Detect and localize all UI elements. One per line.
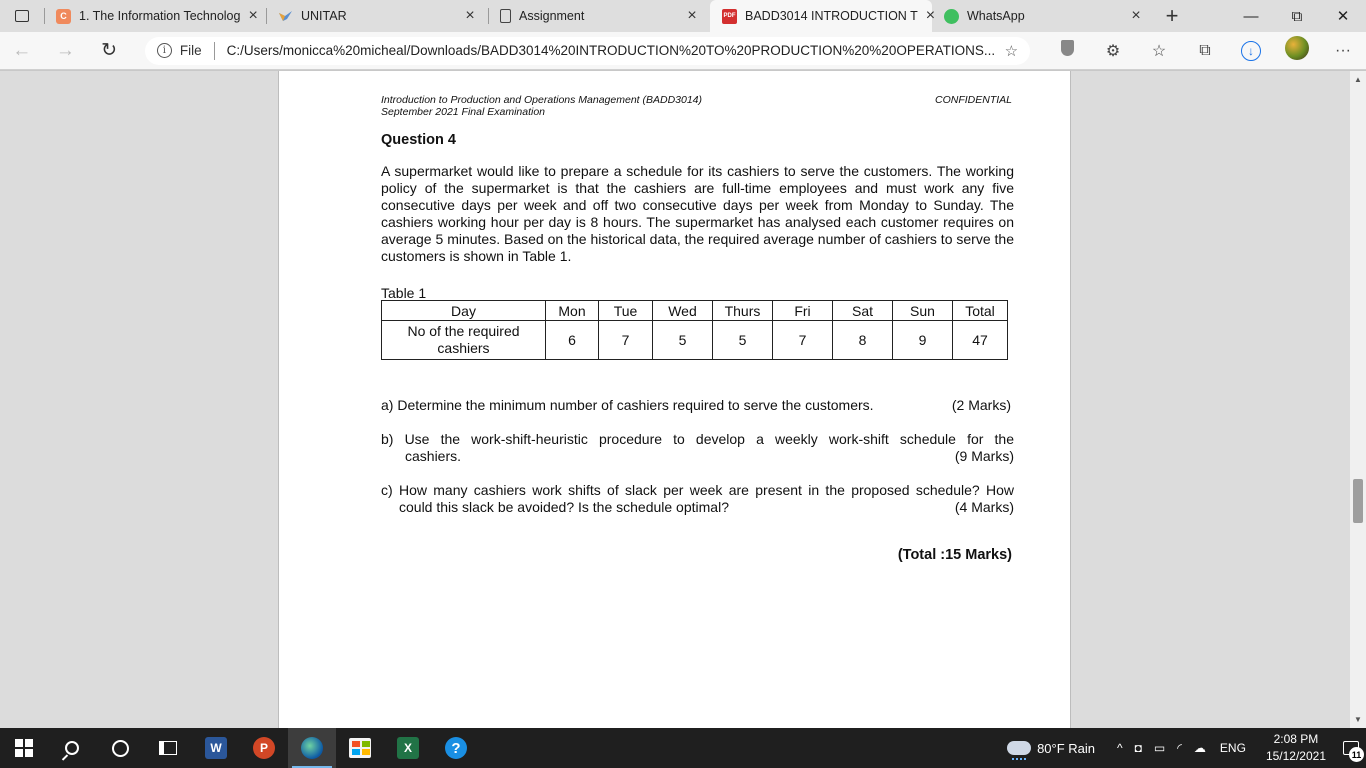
close-icon[interactable]: × xyxy=(1131,7,1141,24)
edge-app[interactable] xyxy=(288,728,336,768)
tab-title: WhatsApp xyxy=(967,9,1025,23)
close-icon[interactable]: × xyxy=(925,7,936,24)
windows-logo-icon xyxy=(15,739,33,757)
part-c xyxy=(381,482,1014,516)
get-help-app[interactable] xyxy=(432,728,480,768)
cortana-button[interactable] xyxy=(96,728,144,768)
row-label-line: cashiers xyxy=(437,340,490,356)
tab-title: Assignment xyxy=(519,9,585,23)
part-a xyxy=(381,397,1011,414)
powerpoint-icon: P xyxy=(253,737,275,759)
part-b-line2: cashiers. xyxy=(405,448,462,464)
tab-title: BADD3014 INTRODUCTION T xyxy=(745,9,918,23)
confidential-label: CONFIDENTIAL xyxy=(934,94,1012,106)
clock[interactable] xyxy=(1266,731,1326,765)
scroll-down-icon[interactable]: ▼ xyxy=(1354,715,1362,724)
onedrive-cloud-icon[interactable]: ☁ xyxy=(1193,741,1206,755)
task-view-button[interactable] xyxy=(144,728,192,768)
document-header xyxy=(381,94,702,118)
table-cell: 7 xyxy=(599,321,653,360)
pdf-page xyxy=(278,71,1071,728)
table-cell: 5 xyxy=(653,321,713,360)
word-icon: W xyxy=(205,737,227,759)
system-tray xyxy=(1007,728,1366,768)
close-icon[interactable]: × xyxy=(465,7,475,24)
clock-time: 2:08 PM xyxy=(1273,732,1319,746)
downloads-icon[interactable]: ↓ xyxy=(1228,41,1274,61)
part-b-line1: b) Use the work-shift-heuristic procedure to develop a weekly work-shift schedule for the xyxy=(381,431,1014,447)
clock-date: 15/12/2021 xyxy=(1265,749,1326,763)
table-cell: 5 xyxy=(713,321,773,360)
collections-icon[interactable]: ⧉ xyxy=(1199,41,1211,59)
table-header-cell: Total xyxy=(953,301,1008,321)
toolbar-icons xyxy=(1044,36,1366,65)
scheme-label: File xyxy=(179,43,202,58)
table-cell: 6 xyxy=(546,321,599,360)
battery-icon[interactable]: ▭ xyxy=(1153,741,1166,755)
restore-button[interactable]: ⧉ xyxy=(1291,7,1303,25)
tab-badd3014-pdf[interactable] xyxy=(710,0,936,32)
more-menu-icon[interactable]: ··· xyxy=(1335,41,1351,59)
table-cell: 8 xyxy=(833,321,893,360)
store-icon xyxy=(349,738,371,758)
minimize-button[interactable]: — xyxy=(1243,7,1259,25)
windows-taskbar xyxy=(0,728,1366,768)
excel-icon: X xyxy=(397,737,419,759)
tab-information-technology[interactable] xyxy=(44,0,266,32)
part-a-marks: (2 Marks) xyxy=(951,397,1011,413)
search-icon xyxy=(65,741,79,755)
whatsapp-icon xyxy=(944,9,959,24)
table-header-cell: Mon xyxy=(546,301,599,321)
table-cell: 47 xyxy=(953,321,1008,360)
part-c-line2: could this slack be avoided? Is the schedule optimal? xyxy=(399,499,729,515)
close-window-button[interactable]: ✕ xyxy=(1336,8,1350,25)
meet-now-icon[interactable]: ◘ xyxy=(1134,741,1142,755)
tab-title: UNITAR xyxy=(301,9,347,23)
tab-title: 1. The Information Technolog xyxy=(79,9,241,23)
language-indicator[interactable]: ENG xyxy=(1219,741,1246,755)
c-icon: C xyxy=(56,9,71,24)
help-icon: ? xyxy=(445,737,467,759)
part-b-marks: (9 Marks) xyxy=(954,448,1014,464)
task-view-icon xyxy=(159,741,177,755)
table-header-cell: Sat xyxy=(833,301,893,321)
add-favorite-icon[interactable]: ☆ xyxy=(1004,42,1019,60)
table-header-cell: Thurs xyxy=(713,301,773,321)
part-b xyxy=(381,431,1014,465)
unitar-bird-icon xyxy=(278,9,293,24)
document-icon xyxy=(500,9,511,23)
close-icon[interactable]: × xyxy=(248,7,258,24)
table-row xyxy=(382,321,1008,360)
scrollbar-thumb[interactable] xyxy=(1353,479,1363,523)
address-bar[interactable] xyxy=(145,37,1030,65)
tracking-shield-icon[interactable] xyxy=(1044,40,1090,61)
table-header-cell: Sun xyxy=(893,301,953,321)
tab-assignment[interactable] xyxy=(488,0,710,32)
close-icon[interactable]: × xyxy=(687,7,697,24)
vertical-scrollbar[interactable] xyxy=(1350,71,1366,728)
pdf-icon: PDF xyxy=(722,9,737,24)
browser-tab-bar xyxy=(0,0,1366,32)
header-exam: September 2021 Final Examination xyxy=(381,106,546,118)
table-header-cell: Fri xyxy=(773,301,833,321)
start-button[interactable] xyxy=(0,728,48,768)
wifi-icon[interactable]: ◜ xyxy=(1177,741,1182,755)
url-text[interactable]: C:/Users/monicca%20micheal/Downloads/BADD3014%20INTRODUCTION%20TO%20PRODUCTION%20%20OPERATIONS... xyxy=(226,43,996,58)
powerpoint-app[interactable] xyxy=(240,728,288,768)
show-hidden-icons-chevron-icon[interactable]: ^ xyxy=(1117,741,1123,755)
back-button[interactable]: ← xyxy=(12,39,32,61)
table-cell: 7 xyxy=(773,321,833,360)
question-title: Question 4 xyxy=(381,132,456,148)
window-controls xyxy=(1228,0,1366,32)
rain-cloud-icon xyxy=(1007,741,1031,755)
info-icon[interactable]: i xyxy=(157,43,172,58)
store-app[interactable] xyxy=(336,728,384,768)
extensions-icon[interactable]: ⚙ xyxy=(1105,42,1121,60)
row-label-line: No of the required xyxy=(407,323,520,339)
part-c-marks: (4 Marks) xyxy=(954,499,1014,515)
forward-button[interactable]: → xyxy=(55,39,75,61)
total-marks: (Total :15 Marks) xyxy=(897,547,1012,563)
weather-text: 80°F Rain xyxy=(1037,740,1096,756)
favorites-icon[interactable]: ☆ xyxy=(1151,42,1167,60)
scroll-up-icon[interactable]: ▲ xyxy=(1354,75,1362,84)
search-button[interactable] xyxy=(48,728,96,768)
new-tab-button[interactable]: + xyxy=(1165,3,1179,28)
pdf-viewer xyxy=(0,71,1366,728)
tab-unitar[interactable] xyxy=(266,0,488,32)
weather-widget[interactable] xyxy=(1007,741,1095,756)
divider xyxy=(214,42,215,60)
table-row-label xyxy=(382,321,546,360)
action-center-button[interactable] xyxy=(1336,728,1366,768)
table-row xyxy=(382,301,1008,321)
header-course: Introduction to Production and Operations Management (BADD3014) xyxy=(381,94,703,106)
cortana-icon xyxy=(112,740,129,757)
part-c-line1: c) How many cashiers work shifts of slack per week are present in the proposed schedule? How xyxy=(381,482,1014,498)
question-paragraph: A supermarket would like to prepare a schedule for its cashiers to serve the customers. The working policy of the supermarket is that the cashiers are full-time employees and must work any five consecutive days per week and off two consecutive days per week from Monday to Sunday. The cashiers working hour per day is 8 hours. The supermarket has analysed each customer requires on average 5 minutes. Based on the historical data, the required average number of cashiers to serve the customers is shown in Table 1. xyxy=(381,163,1014,264)
table-header-cell: Day xyxy=(382,301,546,321)
table-caption: Table 1 xyxy=(381,285,427,301)
word-app[interactable] xyxy=(192,728,240,768)
part-a-text: a) Determine the minimum number of cashiers required to serve the customers. xyxy=(381,397,874,413)
notification-count-badge: 11 xyxy=(1349,747,1364,762)
address-toolbar xyxy=(0,32,1366,70)
refresh-button[interactable]: ↻ xyxy=(101,40,117,61)
table-cell: 9 xyxy=(893,321,953,360)
tab-actions-button[interactable] xyxy=(0,0,44,32)
cashier-requirements-table xyxy=(381,300,1008,360)
table-header-cell: Wed xyxy=(653,301,713,321)
tab-whatsapp[interactable] xyxy=(932,0,1154,32)
tab-actions-icon xyxy=(15,10,29,22)
table-header-cell: Tue xyxy=(599,301,653,321)
profile-avatar[interactable] xyxy=(1274,36,1320,65)
excel-app[interactable] xyxy=(384,728,432,768)
edge-icon xyxy=(301,737,323,759)
